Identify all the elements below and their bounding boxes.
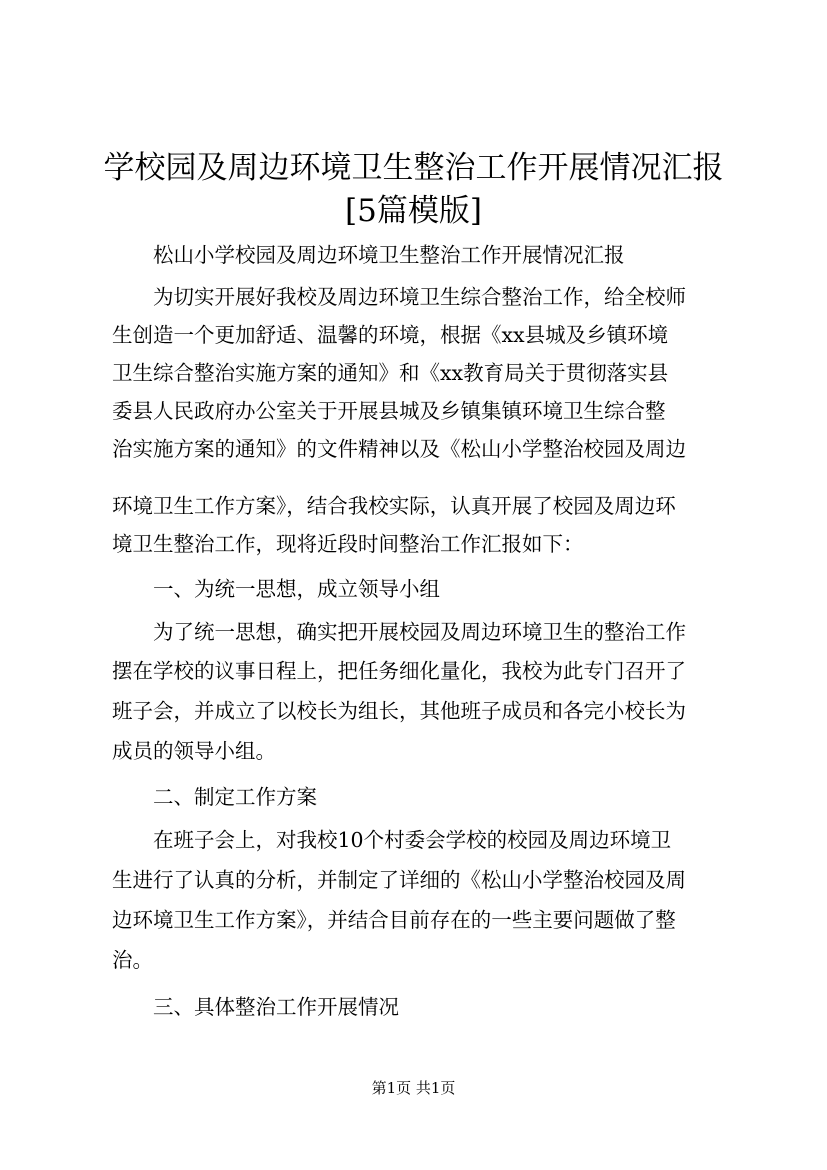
paragraph1-line: 卫生综合整治实施方案的通知》和《xx教育局关于贯彻落实县 (112, 361, 669, 385)
paragraph2-line: 班子会，并成立了以校长为组长，其他班子成员和各完小校长为 (112, 699, 686, 723)
paragraph2-line: 为了统一思想，确实把开展校园及周边环境卫生的整治工作 (153, 620, 686, 644)
document-title-line1: 学校园及周边环境卫生整治工作开展情况汇报 (103, 150, 724, 186)
paragraph2-line: 成员的领导小组。 (112, 739, 276, 763)
paragraph1-line: 治实施方案的通知》的文件精神以及《松山小学整治校园及周边 (112, 437, 686, 461)
paragraph3-line: 生进行了认真的分析，并制定了详细的《松山小学整治校园及周 (112, 868, 686, 892)
paragraph1-line: 环境卫生工作方案》，结合我校实际，认真开展了校园及周边环 (112, 494, 676, 518)
document-subtitle: 松山小学校园及周边环境卫生整治工作开展情况汇报 (153, 243, 625, 267)
page-footer: 第1页 共1页 (371, 1079, 456, 1097)
paragraph3-line: 治。 (112, 948, 153, 972)
section-heading-3: 三、具体整治工作开展情况 (153, 995, 399, 1019)
paragraph3-line: 边环境卫生工作方案》，并结合目前存在的一些主要问题做了整 (112, 908, 676, 932)
paragraph1-line: 委县人民政府办公室关于开展县城及乡镇集镇环境卫生综合整 (112, 399, 666, 423)
paragraph2-line: 摆在学校的议事日程上，把任务细化量化，我校为此专门召开了 (112, 659, 686, 683)
section-heading-1: 一、为统一思想，成立领导小组 (153, 577, 440, 601)
paragraph1-line: 生创造一个更加舒适、温馨的环境，根据《xx县城及乡镇环境 (112, 323, 669, 347)
paragraph3-line: 在班子会上，对我校10个村委会学校的校园及周边环境卫 (153, 828, 672, 852)
document-title-line2: [5篇模版] (345, 193, 482, 229)
paragraph1-line: 境卫生整治工作，现将近段时间整治工作汇报如下： (112, 532, 584, 556)
paragraph1-line: 为切实开展好我校及周边环境卫生综合整治工作，给全校师 (153, 285, 686, 309)
section-heading-2: 二、制定工作方案 (153, 785, 317, 809)
